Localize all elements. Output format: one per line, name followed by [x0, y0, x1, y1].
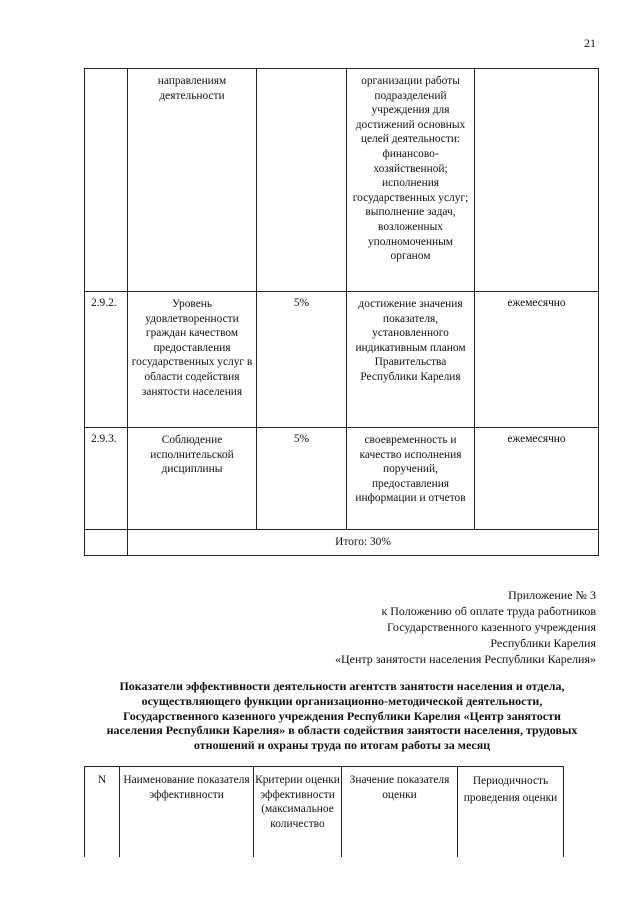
header-number: N — [85, 767, 120, 858]
indicator-weight — [257, 69, 347, 292]
indicators-table-continued — [84, 68, 599, 556]
appendix-line: Приложение № 3 — [508, 588, 596, 602]
table-row — [85, 428, 599, 530]
appendix-line: Республики Карелия — [490, 636, 596, 650]
indicator-period — [475, 69, 599, 292]
total-row — [85, 530, 599, 556]
indicators-table-header — [84, 766, 564, 857]
total-value: Итого: 30% — [128, 530, 599, 556]
header-period: Периодичность проведения оценки — [458, 767, 564, 858]
table-row — [85, 292, 599, 428]
indicator-criteria: достижение значения показателя, установленного индикативным планом Правительства Республики Карелия — [347, 292, 475, 428]
heading-line: осуществляющего функции организационно-методической деятельности, — [141, 693, 543, 708]
indicator-weight: 5% — [257, 428, 347, 530]
row-number — [85, 69, 128, 292]
table-row — [85, 69, 599, 292]
header-indicator-name: Наименование показателя эффективности — [120, 767, 254, 858]
indicator-name: Уровень удовлетворенности граждан качеством предоставления государственных услуг в области содействия занятости населения — [128, 292, 257, 428]
indicator-name: направлениям деятельности — [128, 69, 257, 292]
heading-line: Показатели эффективности деятельности агентств занятости населения и отдела, — [119, 679, 565, 693]
heading-line: отношений и охраны труда по итогам работы за месяц — [193, 738, 491, 753]
appendix-line: «Центр занятости населения Республики Карелия» — [334, 652, 596, 666]
appendix-line: к Положению об оплате труда работников — [381, 604, 596, 618]
header-criteria: Критерии оценки эффективности (максимальное количество — [254, 767, 342, 858]
header-value: Значение показателя оценки — [342, 767, 458, 858]
indicator-weight: 5% — [257, 292, 347, 428]
appendix-line: Государственного казенного учреждения — [387, 620, 596, 634]
page-number: 21 — [584, 36, 596, 50]
table-header-row — [85, 767, 564, 858]
heading-line: населения Республики Карелия» в области содействия занятости населения, трудовых — [106, 723, 578, 738]
appendix-reference — [335, 587, 596, 667]
indicator-name: Соблюдение исполнительской дисциплины — [128, 428, 257, 530]
section-heading — [84, 679, 600, 753]
indicator-period: ежемесячно — [475, 292, 599, 428]
row-number: 2.9.3. — [85, 428, 128, 530]
indicator-criteria: организации работы подразделений учреждения для достижений основных целей деятельности: финансово-хозяйственной; исполнения государственных услуг; выполнение задач, возложенных уполномоченным органом — [347, 69, 475, 292]
row-number: 2.9.2. — [85, 292, 128, 428]
indicator-criteria: своевременность и качество исполнения поручений, предоставления информации и отчетов — [347, 428, 475, 530]
heading-line: Государственного казенного учреждения Республики Карелия «Центр занятости — [123, 708, 561, 723]
indicator-period: ежемесячно — [475, 428, 599, 530]
total-empty-cell — [85, 530, 128, 556]
